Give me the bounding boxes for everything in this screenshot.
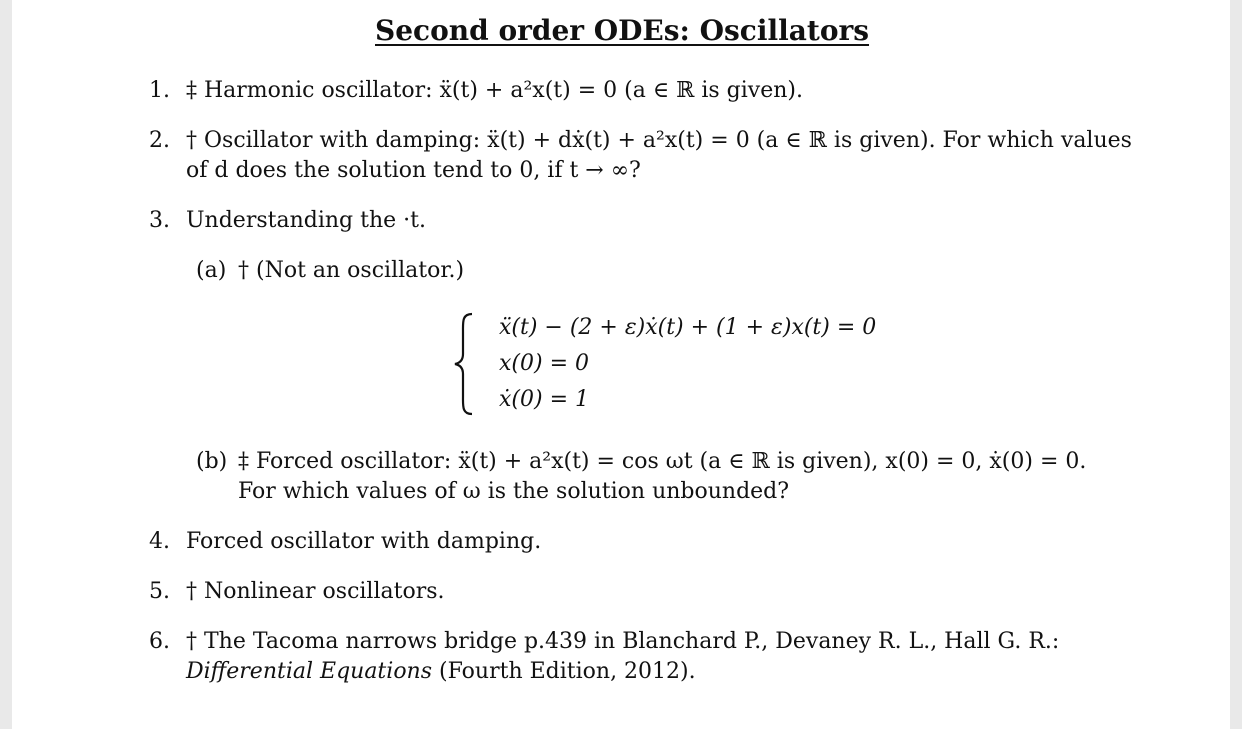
item-4-number: 4. bbox=[149, 529, 170, 554]
item-6-text-line1: † The Tacoma narrows bridge p.439 in Blanchard P., Devaney R. L., Hall G. R.: bbox=[186, 629, 1060, 654]
subitem-a-label: (a) bbox=[196, 258, 227, 283]
subitem-b-text-line1: ‡ Forced oscillator: ẍ(t) + a²x(t) = cos ωt (a ∈ ℝ is given), x(0) = 0, ẋ(0) = 0. bbox=[238, 449, 1087, 474]
item-1-number: 1. bbox=[149, 78, 170, 103]
system-equation-2: x(0) = 0 bbox=[499, 351, 589, 376]
subitem-b-label: (b) bbox=[196, 449, 228, 474]
item-2-text-line1: † Oscillator with damping: ẍ(t) + dẋ(t) + a²x(t) = 0 (a ∈ ℝ is given). For which values bbox=[186, 128, 1132, 153]
item-2-number: 2. bbox=[149, 128, 170, 153]
document-page bbox=[12, 0, 1230, 729]
system-equation-3: ẋ(0) = 1 bbox=[499, 387, 589, 412]
item-4-text: Forced oscillator with damping. bbox=[186, 529, 542, 554]
item-3-text: Understanding the ·t. bbox=[186, 208, 426, 233]
book-title: Differential Equations bbox=[186, 659, 433, 684]
subitem-b-text-line2: For which values of ω is the solution unbounded? bbox=[238, 479, 790, 504]
item-2-text-line2: of d does the solution tend to 0, if t → ∞? bbox=[186, 158, 641, 183]
item-5-text: † Nonlinear oscillators. bbox=[186, 579, 445, 604]
item-6-text-line2 bbox=[186, 657, 696, 687]
item-3-number: 3. bbox=[149, 208, 170, 233]
item-1-text: ‡ Harmonic oscillator: ẍ(t) + a²x(t) = 0 (a ∈ ℝ is given). bbox=[186, 78, 803, 103]
item-6-number: 6. bbox=[149, 629, 170, 654]
subitem-a-text: † (Not an oscillator.) bbox=[238, 258, 465, 283]
book-edition: (Fourth Edition, 2012). bbox=[432, 659, 696, 684]
page-title: Second order ODEs: Oscillators bbox=[375, 14, 870, 47]
left-brace-icon bbox=[452, 312, 476, 416]
system-equation-1: ẍ(t) − (2 + ε)ẋ(t) + (1 + ε)x(t) = 0 bbox=[499, 315, 877, 340]
item-5-number: 5. bbox=[149, 579, 170, 604]
